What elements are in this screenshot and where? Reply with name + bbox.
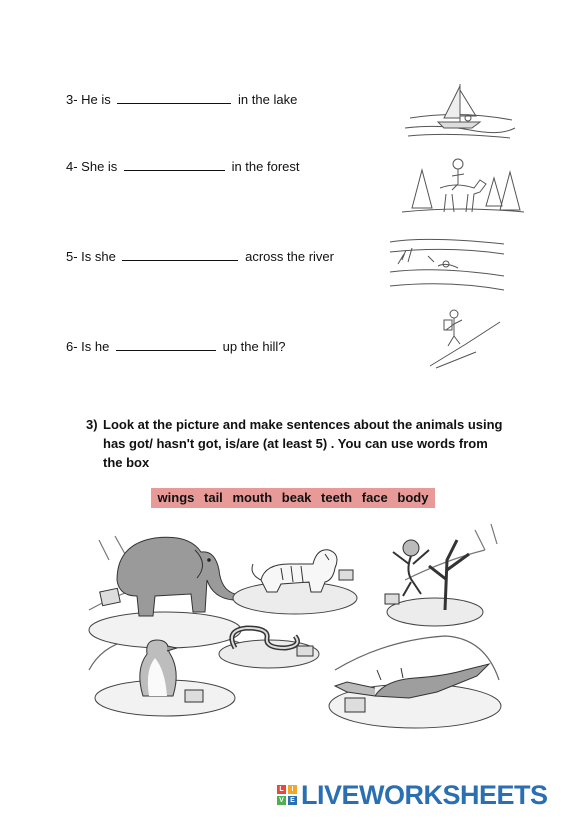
climbing-hill-illustration — [426, 304, 504, 370]
answer-blank-6[interactable] — [116, 339, 216, 351]
logo-cube: E — [288, 796, 297, 805]
logo-cube: I — [288, 785, 297, 794]
question-3 — [66, 92, 297, 107]
question-4-suffix: in the forest — [231, 159, 300, 174]
word-wings: wings — [157, 490, 195, 505]
question-5-prefix: 5- Is she — [66, 249, 116, 264]
sailing-boat-illustration — [400, 78, 518, 144]
answer-blank-5[interactable] — [122, 249, 238, 261]
elephant-enclosure — [89, 537, 241, 648]
question-4-prefix: 4- She is — [66, 159, 118, 174]
question-4 — [66, 159, 300, 174]
river-swimming-illustration — [388, 232, 506, 296]
question-5-suffix: across the river — [245, 249, 334, 264]
word-teeth: teeth — [321, 490, 353, 505]
answer-blank-3[interactable] — [117, 92, 231, 104]
question-6-prefix: 6- Is he — [66, 339, 110, 354]
task-text: Look at the picture and make sentences about the animals using has got/ hasn't got, is/are (at least 5) . You can use words from the box — [103, 417, 503, 470]
task-number: 3) — [86, 417, 98, 432]
word-tail: tail — [204, 490, 223, 505]
horse-riding-illustration — [400, 150, 526, 220]
question-5 — [66, 249, 334, 264]
logo-text: LIVEWORKSHEETS — [301, 779, 548, 810]
logo-cube: V — [277, 796, 286, 805]
word-body: body — [397, 490, 429, 505]
word-beak: beak — [281, 490, 312, 505]
word-mouth: mouth — [232, 490, 273, 505]
logo-cube: L — [277, 785, 286, 794]
question-3-prefix: 3- He is — [66, 92, 111, 107]
question-6 — [66, 339, 286, 354]
liveworksheets-logo — [277, 780, 548, 810]
zoo-animals-illustration — [85, 520, 505, 740]
answer-blank-4[interactable] — [124, 159, 225, 171]
task-instructions — [86, 415, 506, 472]
word-box — [151, 488, 435, 508]
question-6-suffix: up the hill? — [222, 339, 286, 354]
logo-cubes-icon — [277, 785, 297, 805]
crocodile-enclosure — [329, 664, 501, 728]
word-face: face — [361, 490, 388, 505]
tiger-enclosure — [233, 550, 357, 614]
question-3-suffix: in the lake — [238, 92, 298, 107]
penguin-enclosure — [95, 640, 235, 716]
monkey-enclosure — [385, 540, 483, 626]
snake-enclosure — [219, 628, 319, 668]
